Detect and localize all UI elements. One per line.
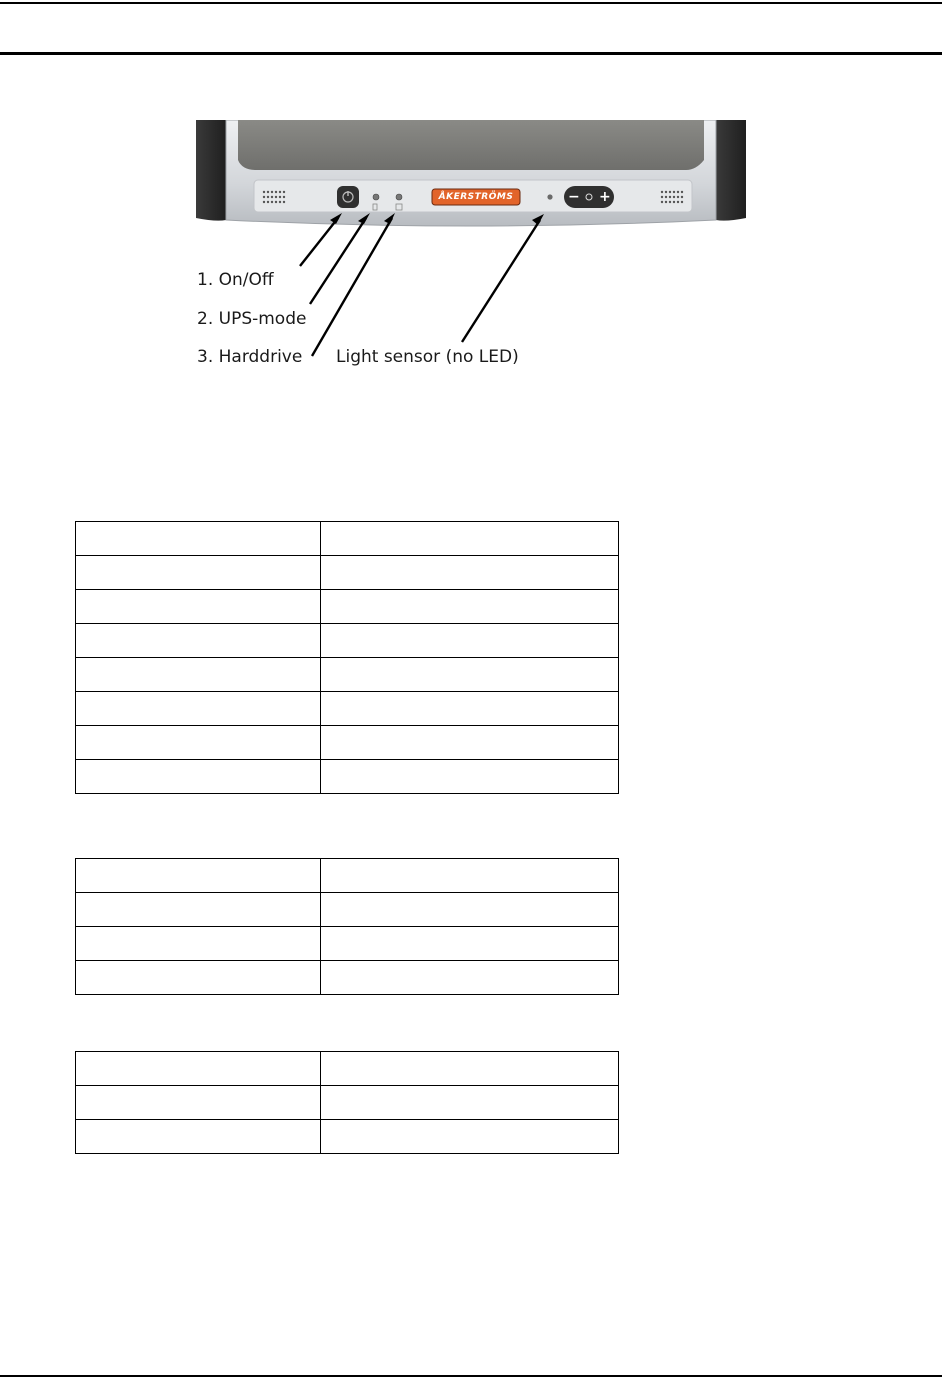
table-row	[76, 556, 619, 590]
table-row	[76, 760, 619, 794]
device-illustration	[196, 120, 746, 380]
table-cell	[76, 658, 321, 692]
light-sensor-icon	[547, 194, 552, 199]
brightness-plus-label: +	[599, 189, 611, 205]
table-cell	[321, 692, 619, 726]
table-cell	[76, 893, 321, 927]
table-cell	[321, 1052, 619, 1086]
table-cell	[321, 1120, 619, 1154]
table-cell	[321, 556, 619, 590]
table-2	[75, 858, 619, 995]
power-button-icon	[337, 186, 359, 208]
callout-harddrive: 3. Harddrive	[197, 347, 303, 367]
table-cell	[76, 961, 321, 995]
table-row	[76, 726, 619, 760]
device-front-panel-figure	[196, 120, 746, 380]
table-cell	[321, 927, 619, 961]
table-row	[76, 1086, 619, 1120]
table-cell	[321, 522, 619, 556]
brand-logo-text: ÅKERSTRÖMS	[438, 192, 514, 202]
table-cell	[321, 893, 619, 927]
arrow-ups-mode	[310, 218, 366, 304]
callout-on-off: 1. On/Off	[197, 270, 274, 290]
table-cell	[321, 590, 619, 624]
table-row	[76, 692, 619, 726]
table-cell	[321, 726, 619, 760]
table-cell	[76, 590, 321, 624]
table-cell	[321, 1086, 619, 1120]
table-row	[76, 1052, 619, 1086]
table-cell	[321, 760, 619, 794]
table-cell	[321, 859, 619, 893]
table-cell	[76, 522, 321, 556]
left-bezel	[196, 120, 226, 221]
callout-light-sensor: Light sensor (no LED)	[336, 347, 519, 367]
table-row	[76, 1120, 619, 1154]
table-row	[76, 624, 619, 658]
table-3	[75, 1051, 619, 1154]
table-cell	[321, 658, 619, 692]
table-row	[76, 522, 619, 556]
table-row	[76, 961, 619, 995]
table-cell	[76, 1120, 321, 1154]
table-cell	[76, 726, 321, 760]
table-cell	[76, 1052, 321, 1086]
table-cell	[76, 556, 321, 590]
callout-arrows	[300, 218, 540, 356]
screen	[238, 120, 704, 170]
table-cell	[321, 624, 619, 658]
right-bezel	[716, 120, 746, 221]
table-cell	[321, 961, 619, 995]
table-row	[76, 590, 619, 624]
arrow-light-sensor	[462, 220, 540, 342]
table-cell	[76, 692, 321, 726]
table-row	[76, 893, 619, 927]
arrow-on-off	[300, 218, 338, 266]
footer-rule	[0, 1375, 942, 1377]
table-row	[76, 658, 619, 692]
table-row	[76, 927, 619, 961]
ups-led-icon	[373, 194, 379, 200]
header-rule-thin	[0, 2, 942, 4]
table-cell	[76, 624, 321, 658]
table-1	[75, 521, 619, 794]
harddrive-led-icon	[396, 194, 402, 200]
header-rule-thick	[0, 52, 942, 55]
table-cell	[76, 760, 321, 794]
table-cell	[76, 927, 321, 961]
table-row	[76, 859, 619, 893]
brightness-minus-label: −	[568, 189, 580, 205]
table-cell	[76, 859, 321, 893]
table-cell	[76, 1086, 321, 1120]
callout-ups-mode: 2. UPS-mode	[197, 309, 307, 329]
